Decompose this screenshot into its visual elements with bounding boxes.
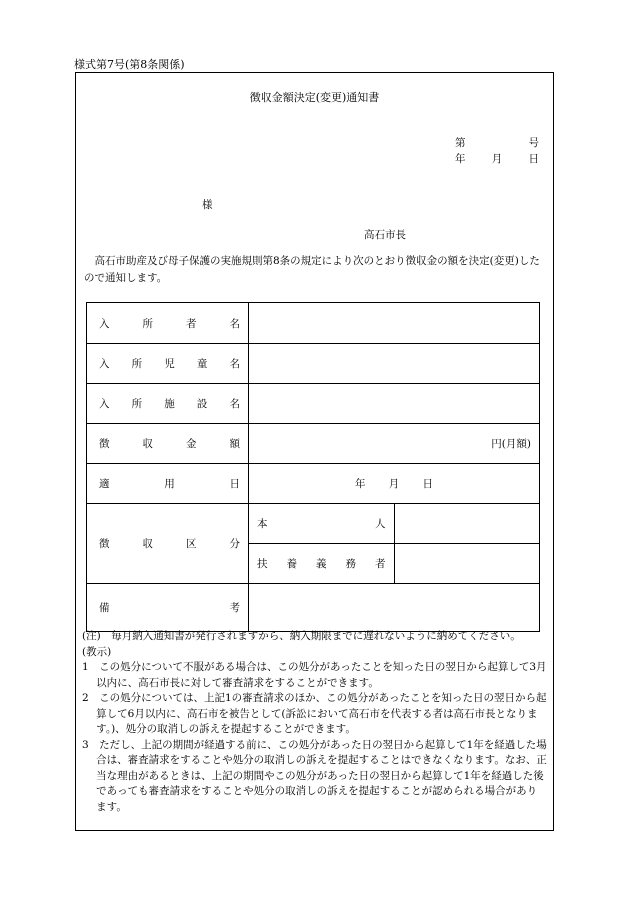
number-suffix: 号	[528, 137, 539, 149]
label-char: 入	[99, 317, 110, 330]
label-char: 所	[131, 358, 143, 370]
child-name-label	[87, 344, 249, 384]
label-char: 日	[229, 478, 240, 490]
table-row-amount	[87, 424, 540, 464]
label-char: 者	[186, 317, 197, 330]
document-title: 徴収金額決定(変更)通知書	[249, 91, 380, 104]
label-char: 者	[375, 558, 386, 570]
label-char: 金	[186, 438, 197, 450]
category-supporter-label	[249, 544, 395, 584]
label-char: 収	[142, 538, 153, 550]
label-char: 童	[196, 358, 208, 370]
label-char: 額	[229, 438, 240, 450]
occupant-name-label	[87, 303, 249, 344]
remarks-value[interactable]	[249, 584, 540, 632]
label-char: 児	[164, 358, 175, 370]
label-char: 考	[229, 602, 240, 614]
label-char: 施	[164, 398, 175, 410]
category-supporter-value[interactable]	[394, 544, 540, 584]
label-char: 務	[345, 558, 356, 570]
notice-table	[86, 302, 540, 632]
instruction-item-2: 2 この処分については、上記1の審査請求のほか、この処分があったことを知った日の翌日から起算して6月以内に、高石市を被告として(訴訟において高石市を代表する者は高石市長となります。)、処分の取消しの訴えを提起することができます。	[82, 692, 547, 735]
notice-frame	[75, 72, 554, 831]
payment-note: (注) 毎月納入通知書が発行されますから、納入期限までに遅れないように納めてください。	[82, 630, 521, 642]
date-year: 年	[355, 478, 366, 490]
label-char: 適	[99, 478, 110, 490]
label-char: 設	[196, 398, 208, 410]
notice-body-text: 高石市助産及び母子保護の実施規則第8条の規定により次のとおり徴収金の額を決定(変更)したので通知します。	[84, 255, 540, 284]
table-row-facility	[87, 384, 540, 424]
label-char: 所	[142, 317, 153, 330]
instruction-heading: (教示)	[82, 645, 112, 658]
date-month: 月	[388, 478, 400, 490]
amount-unit: 円(月額)	[491, 438, 531, 450]
occupant-name-value[interactable]	[249, 303, 540, 344]
label-char: 徴	[99, 438, 110, 450]
date-day: 日	[528, 153, 539, 165]
date-month: 月	[491, 153, 503, 165]
label-char: 入	[99, 398, 110, 410]
document-date-line	[455, 151, 539, 166]
number-prefix: 第	[455, 137, 466, 149]
table-row-effective-date	[87, 464, 540, 504]
category-label	[87, 504, 249, 584]
category-self-label	[249, 504, 395, 544]
instruction-item-3: 3 ただし、上記の期間が経過する前に、この処分があった日の翌日から起算して1年を経過した場合は、審査請求をすることや処分の取消しの訴えを提起することはできなくなります。なお、正当な理由があるときは、上記の期間やこの処分があった日の翌日から起算して1年を経過した後であっても審査請求をすることや処分の取消しの訴えを提起することが認められる場合があります。	[82, 738, 547, 813]
category-self-value[interactable]	[394, 504, 540, 544]
label-char: 用	[164, 478, 175, 490]
label-char: 名	[229, 398, 240, 410]
table-row-category-self	[87, 504, 540, 544]
label-char: 養	[286, 558, 297, 570]
instruction-item-1: 1 この処分について不服がある場合は、この処分があったことを知った日の翌日から起算して3月以内に、高石市長に対して審査請求をすることができます。	[82, 661, 547, 689]
label-char: 義	[316, 558, 327, 570]
label-char: 分	[229, 538, 240, 550]
form-number-label: 様式第7号(第8条関係)	[74, 58, 185, 71]
label-char: 所	[131, 398, 143, 410]
label-char: 収	[142, 438, 153, 450]
effective-date-label	[87, 464, 249, 504]
label-char: 徴	[99, 538, 110, 550]
remarks-label	[87, 584, 249, 632]
amount-value[interactable]	[249, 424, 540, 464]
label-char: 人	[375, 518, 386, 530]
label-char: 本	[257, 518, 268, 530]
child-name-value[interactable]	[249, 344, 540, 384]
facility-name-value[interactable]	[249, 384, 540, 424]
label-char: 名	[229, 358, 240, 370]
issuer-name: 高石市長	[364, 229, 406, 241]
notes-section	[82, 629, 547, 815]
table-row-child	[87, 344, 540, 384]
date-year: 年	[455, 153, 466, 165]
effective-date-value[interactable]	[249, 464, 540, 504]
addressee-suffix: 様	[202, 199, 213, 211]
date-day: 日	[422, 478, 433, 490]
table-row-occupant	[87, 303, 540, 344]
table-row-remarks	[87, 584, 540, 632]
label-char: 入	[99, 358, 110, 370]
document-number-line	[455, 135, 539, 150]
amount-label	[87, 424, 249, 464]
label-char: 備	[99, 602, 110, 614]
facility-name-label	[87, 384, 249, 424]
label-char: 区	[186, 538, 197, 550]
label-char: 名	[229, 317, 240, 330]
label-char: 扶	[257, 558, 268, 570]
